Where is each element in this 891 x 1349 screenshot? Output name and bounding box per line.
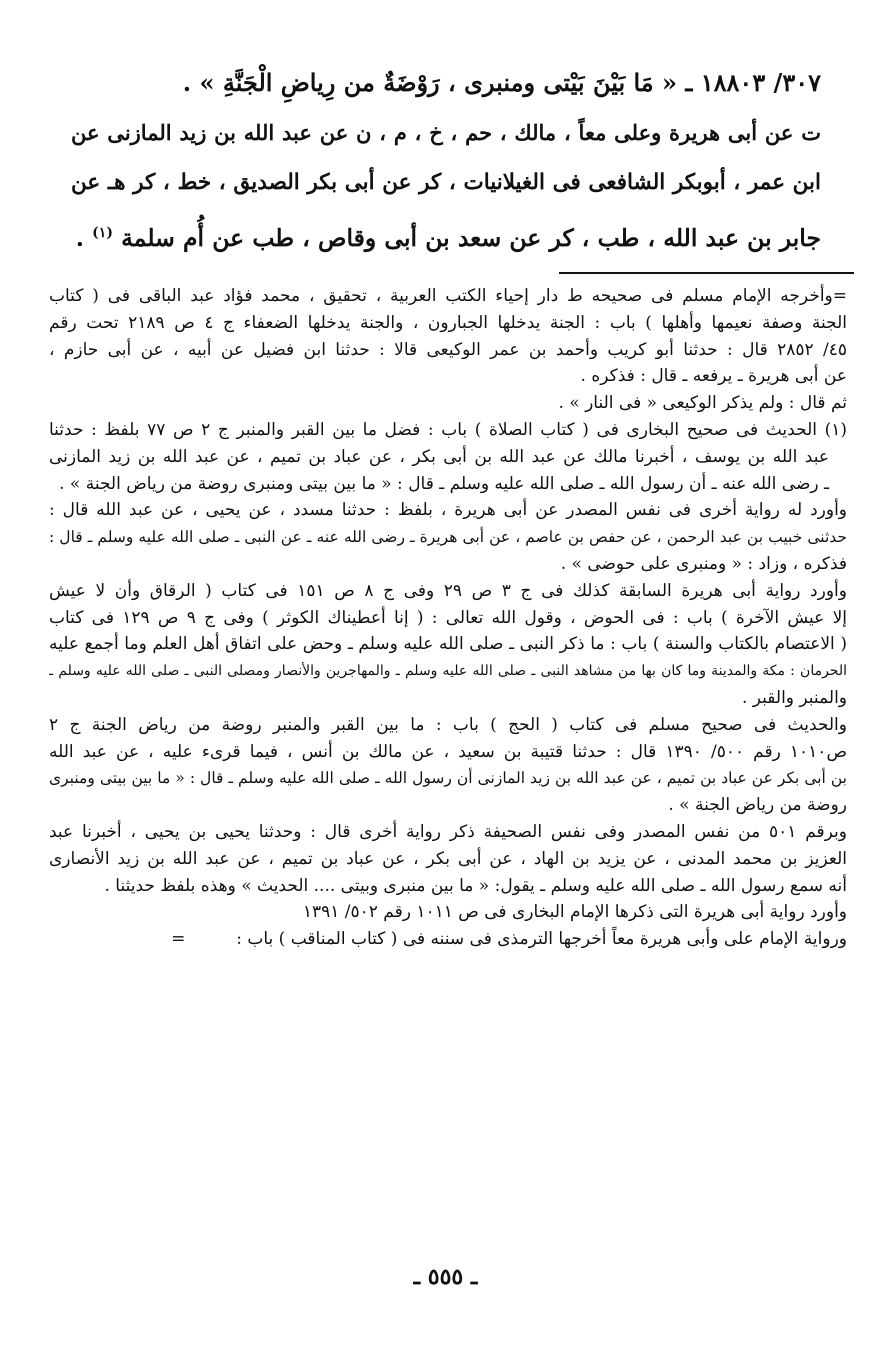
footnote-line: وبرقم ٥٠١ من نفس المصدر وفى نفس الصحيفة ذكر رواية أخرى قال : وحدثنا يحيى بن يحيى ، أخبرنا عبد bbox=[49, 821, 847, 842]
footnote-separator bbox=[559, 272, 854, 274]
footnote-line: عبد الله بن يوسف ، أخبرنا مالك عن عبد الله بن أبى بكر ، عن عباد بن تميم ، عن عبد الله بن زيد المازنى bbox=[49, 446, 829, 467]
footnote-line: حدثنى خبيب بن عبد الرحمن ، عن حفص بن عاصم ، عن أبى هريرة ـ رضى الله عنه ـ عن النبى ـ صلى الله عليه وسلم ـ قال : bbox=[49, 528, 847, 547]
footnote-line: العزيز بن محمد المدنى ، عن يزيد بن الهاد ، عن أبى بكر ، عن عباد بن تميم ، عن عبد الله بن زيد الأنصارى bbox=[49, 848, 847, 869]
hadith-source-line-3 bbox=[71, 208, 821, 258]
footnote-line: عن أبى هريرة ـ يرفعه ـ قال : فذكره . bbox=[580, 366, 847, 387]
footnote-line: إلا عيش الآخرة ) باب : فى الحوض ، وقول الله تعالى : ( إنا أعطيناك الكوثر ) وفى ج ٩ ص ١٢٩ فى كتاب bbox=[49, 607, 847, 628]
end-mark: . bbox=[75, 223, 84, 252]
page-number: ـ ٥٥٥ ـ bbox=[413, 1264, 478, 1290]
hadith-main-text bbox=[71, 58, 821, 258]
footnote-last-text: ورواية الإمام على وأبى هريرة معاً أخرجها الترمذى فى سننه فى ( كتاب المناقب ) باب : bbox=[236, 929, 847, 950]
footnote-line: وأورد له رواية أخرى فى نفس المصدر عن أبى هريرة ، بلفظ : حدثنا مسدد ، عن يحيى ، عن عبد الله قال : bbox=[49, 500, 847, 521]
footnote-line: وأورد رواية أبى هريرة التى ذكرها الإمام البخارى فى ص ١٠١١ رقم ٥٠٢/ ١٣٩١ bbox=[302, 902, 847, 923]
footnote-line: وأورد رواية أبى هريرة السابقة كذلك فى ج ٣ ص ٢٩ وفى ج ٨ ص ١٥١ فى كتاب ( الرقاق وأن لا عيش bbox=[49, 580, 847, 601]
hadith-source-line-2: ابن عمر ، أبوبكر الشافعى فى الغيلانيات ، كر عن أبى بكر الصديق ، خط ، كر هـ عن bbox=[71, 170, 821, 195]
footnote-line: ثم قال : ولم يذكر الوكيعى « فى النار » . bbox=[558, 393, 847, 414]
footnote-line: فذكره ، وزاد : « ومنبرى على حوضى » . bbox=[560, 553, 847, 574]
footnote-line: ( الاعتصام بالكتاب والسنة ) باب : ما ذكر النبى ـ صلى الله عليه وسلم ـ وحض على اتفاق أهل العلم وما أجمع عليه bbox=[49, 634, 847, 655]
footnote-last-line bbox=[49, 926, 847, 953]
footnote-line: =وأخرجه الإمام مسلم فى صحيحه ط دار إحياء الكتب العربية ، تحقيق ، محمد فؤاد عبد الباقى فى ( كتاب bbox=[49, 286, 847, 306]
footnote-line: ٤٥/ ٢٨٥٢ قال : حدثنا أبو كريب وأحمد بن عمر الوكيعى قالا : حدثنا ابن فضيل عن أبيه ، عن أبى حازم ، bbox=[49, 339, 847, 360]
footnote-line: أنه سمع رسول الله ـ صلى الله عليه وسلم ـ يقول: « ما بين منبرى وبيتى .... الحديث » وهذه بلفظ حديثنا . bbox=[104, 875, 847, 896]
footnote-line: (١) الحديث فى صحيح البخارى فى ( كتاب الصلاة ) باب : فضل ما بين القبر والمنبر ج ٢ ص ٧٧ بلفظ : حدثنا bbox=[49, 419, 847, 440]
hadith-heading bbox=[71, 58, 821, 108]
footnote-line: الجنة وصفة نعيمها وأهلها ) باب : الجنة يدخلها الجبارون ، والجنة يدخلها الضعفاء ج ٤ ص ٢١٨٩ تحت رقم bbox=[49, 312, 847, 333]
footnote-line: ص١٠١٠ رقم ٥٠٠/ ١٣٩٠ قال : حدثنا قتيبة بن سعيد ، عن مالك بن أنس ، فيما قرىء عليه ، عن عبد الله bbox=[49, 741, 847, 762]
footnote-line: والحديث فى صحيح مسلم فى كتاب ( الحج ) باب : ما بين القبر والمنبر روضة من رياض الجنة ج ٢ bbox=[49, 714, 847, 735]
footnote-line: بن أبى بكر عن عباد بن تميم ، عن عبد الله بن زيد المازنى أن رسول الله ـ صلى الله عليه وسلم ـ قال : « ما بين بيتى ومنبرى bbox=[49, 769, 847, 788]
footnote-line: ـ رضى الله عنه ـ أن رسول الله ـ صلى الله عليه وسلم ـ قال : « ما بين بيتى ومنبرى روضة من رياض الجنة » . bbox=[59, 473, 829, 494]
hadith-source-line-1: ت عن أبى هريرة وعلى معاً ، مالك ، حم ، خ ، م ، ن عن عبد الله بن زيد المازنى عن bbox=[71, 120, 821, 145]
hadith-number-and-text: ٣٠٧/ ١٨٨٠٣ ـ « مَا بَيْنَ بَيْتى ومنبرى ، رَوْضَةٌ من رِياضِ الْجَنَّةِ » . bbox=[182, 68, 821, 97]
footnote-line: والمنبر والقبر . bbox=[741, 687, 847, 708]
footnote-line: روضة من رياض الجنة » . bbox=[668, 795, 847, 816]
footnote-marker: (١) bbox=[92, 225, 113, 241]
hadith-source-text: جابر بن عبد الله ، طب ، كر عن سعد بن أبى وقاص ، طب عن أُم سلمة bbox=[121, 223, 821, 252]
footnote-line: الحرمان : مكة والمدينة وما كان بها من مشاهد النبى ـ صلى الله عليه وسلم ـ والمهاجرين والأنصار ومصلى النبى ـ صلى الله عليه وسلم ـ bbox=[49, 663, 847, 680]
continuation-mark: = bbox=[171, 929, 186, 950]
footnotes-section bbox=[49, 283, 847, 953]
